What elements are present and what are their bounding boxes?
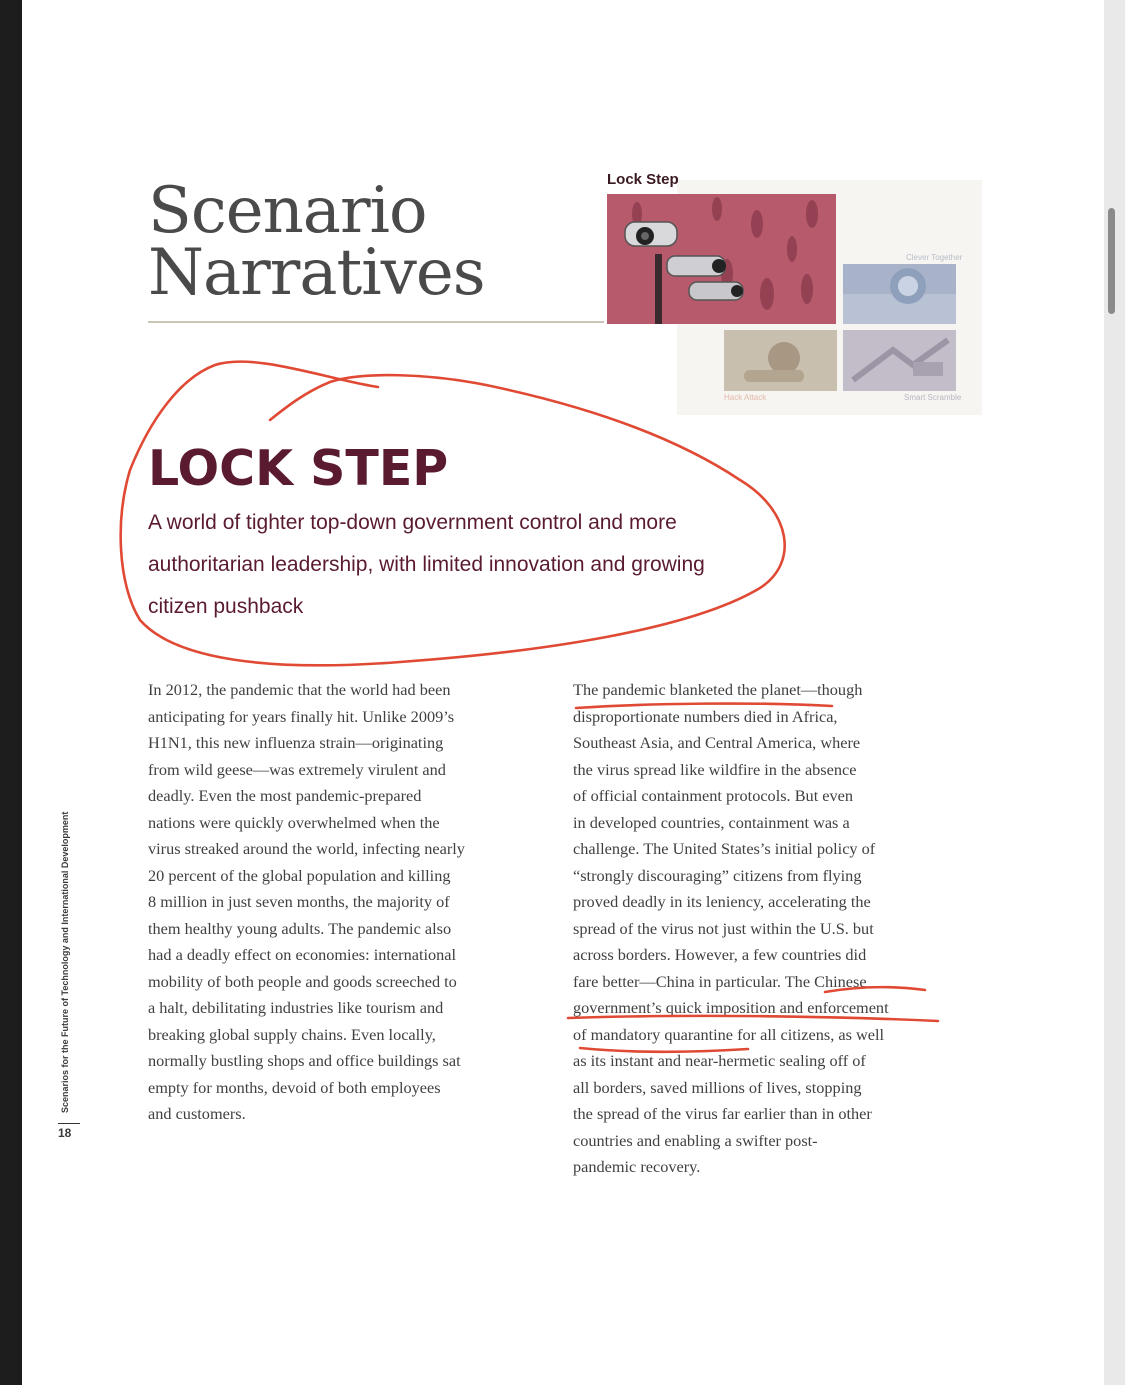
- paragraph-right: [573, 677, 963, 1181]
- caption-clever-together: Clever Together: [906, 253, 963, 262]
- text-line: of mandatory quarantine for all citizens, as well: [573, 1024, 885, 1044]
- subheading-line: citizen pushback: [148, 595, 304, 618]
- page-number-rule: [58, 1123, 80, 1124]
- subheading-line: A world of tighter top-down government control and more: [148, 511, 677, 534]
- text-line: fare better—China in particular. The Chinese: [573, 971, 867, 991]
- text-line: 20 percent of the global population and killing: [148, 865, 451, 885]
- text-line: Southeast Asia, and Central America, where: [573, 733, 861, 752]
- text-line: “strongly discouraging” citizens from flying: [573, 865, 862, 885]
- text-line: normally bustling shops and office buildings sat: [148, 1051, 461, 1070]
- text-line: mobility of both people and goods screeched to: [148, 971, 457, 991]
- text-line: disproportionate numbers died in Africa,: [573, 706, 838, 726]
- text-line: a halt, debilitating industries like tourism and: [148, 998, 444, 1017]
- text-line: pandemic recovery.: [573, 1157, 701, 1176]
- clever-together-image: [843, 264, 956, 324]
- document-page: [22, 0, 1104, 1385]
- text-line: empty for months, devoid of both employees: [148, 1077, 441, 1097]
- text-line: anticipating for years finally hit. Unlike 2009’s: [148, 706, 455, 726]
- paragraph-left: [148, 677, 538, 1128]
- subheading-line: authoritarian leadership, with limited innovation and growing: [148, 553, 705, 576]
- caption-smart-scramble: Smart Scramble: [904, 393, 962, 402]
- lock-step-image: [607, 194, 836, 324]
- text-line: nations were quickly overwhelmed when the: [148, 812, 440, 832]
- text-line: deadly. Even the most pandemic-prepared: [148, 786, 422, 805]
- text-line: from wild geese—was extremely virulent and: [148, 759, 446, 779]
- page-number: 18: [58, 1126, 72, 1140]
- section-title: [148, 174, 485, 310]
- text-line: In 2012, the pandemic that the world had been: [148, 680, 451, 699]
- text-line: virus streaked around the world, infecting nearly: [148, 839, 465, 858]
- vertical-scrollbar-thumb[interactable]: [1108, 208, 1115, 314]
- text-line: the virus spread like wildfire in the absence: [573, 759, 857, 779]
- text-line: in developed countries, containment was a: [573, 812, 850, 832]
- text-line: spread of the virus not just within the U.S. but: [573, 918, 874, 938]
- title-divider: [148, 321, 604, 323]
- text-line: countries and enabling a swifter post-: [573, 1130, 818, 1150]
- text-line: government’s quick imposition and enforcement: [573, 998, 889, 1017]
- text-line: all borders, saved millions of lives, stopping: [573, 1077, 862, 1097]
- text-line: across borders. However, a few countries did: [573, 945, 867, 964]
- text-line: had a deadly effect on economies: international: [148, 945, 457, 964]
- body-column-right: [573, 677, 963, 1181]
- text-line: and customers.: [148, 1104, 246, 1123]
- smart-scramble-image: [843, 330, 956, 391]
- hack-attack-image: [724, 330, 837, 391]
- running-sidebar-title: Scenarios for the Future of Technology and International Development: [60, 811, 70, 1113]
- scenario-subheading: [148, 502, 768, 628]
- body-column-left: [148, 677, 538, 1128]
- title-line-1: Scenario: [148, 174, 427, 248]
- title-line-2: Narratives: [148, 236, 485, 310]
- text-line: 8 million in just seven months, the majority of: [148, 892, 450, 911]
- text-line: the spread of the virus far earlier than in other: [573, 1104, 872, 1123]
- text-line: challenge. The United States’s initial policy of: [573, 839, 876, 858]
- caption-hack-attack: Hack Attack: [724, 393, 767, 402]
- text-line: The pandemic blanketed the planet—though: [573, 680, 863, 699]
- text-line: as its instant and near-hermetic sealing off of: [573, 1051, 866, 1070]
- thumbnail-label: Lock Step: [607, 171, 679, 188]
- text-line: breaking global supply chains. Even locally,: [148, 1024, 436, 1044]
- scenario-heading: LOCK STEP: [148, 440, 449, 497]
- text-line: H1N1, this new influenza strain—originating: [148, 733, 444, 752]
- text-line: of official containment protocols. But even: [573, 786, 854, 805]
- viewer-right-edge: [1104, 0, 1125, 1385]
- text-line: proved deadly in its leniency, accelerating the: [573, 892, 871, 911]
- text-line: them healthy young adults. The pandemic also: [148, 918, 452, 938]
